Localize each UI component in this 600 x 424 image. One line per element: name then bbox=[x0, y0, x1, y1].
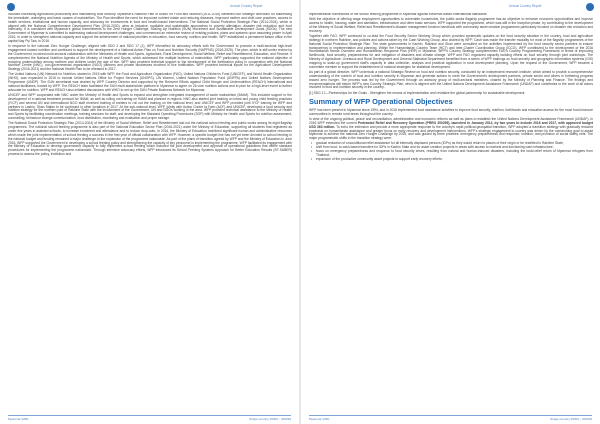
page-footer bbox=[8, 415, 291, 421]
paragraph-text: In view of the ongoing political, peace and reconciliation, administrative and economic reforms as well as plans to establish the United Nations Development Assistance Framework (UNDAF), in 2016 WFP extended the current bbox=[309, 117, 593, 125]
paragraph: included increasing agricultural productivity and maintaining food security. Myanmar's National Plan of Action for Food and Nutrition (2011-2015) identified four strategic directions for addressing the immediate, underlying and basic causes of malnutrition. The Plan identified the need for improved nutrient intake and reducing diseases, improved mother and child care practices, access to health services, institutional and human capacity, and advocacy for investments in food and health-based interventions. The National Social Protection Strategic Plan (2014-2024), which is aligned with the National Comprehensive Development Plan (2016-2030), aims at inclusive, equitable and sustainable approaches to poverty alleviation, disaster risk reduction and food insecurity. It is consistent with Myanmar's global commitments to the Zero Hunger Challenge, Scaling Up Nutrition (SUN) movement and Sustainable Development Goals (SDGs). The new Government of Myanmar is committed to addressing national development challenges, and commenced an extensive review of existing policies, plans and systems upon assuming power in April 2016, in order to strengthen national capacity and support the achievement of national priorities in education, food security, nutrition and health. WFP established a permanent liaison office in the capital Nay Pyi Taw, in 2016. bbox=[8, 13, 292, 43]
transition-shifts-list bbox=[309, 142, 593, 161]
wfp-logo-icon bbox=[586, 3, 594, 11]
paragraph: The National Social Protection Strategic Plan (2014-2024) of the Ministry of Social Welfare, Relief and Resettlement laid out the national school feeding and public works among its eight flagship programmes. The national school feeding programme is also part of the National Education Sector Plan (2016-2021) under the Ministry of Education, supporting all students that registered as under five years in assisted schools, to increase enrolment and attendance and to reduce drop-outs. In 2016, the Ministry of Education mobilized significant human and administrative resources which made the joint implementation of school feeding a success in the first year of official collaboration with WFP. However, a specific budget line has not yet been devoted to school feeding in the national budget and funding remained a major challenge to the expansion of the programme nationwide. As part of the plans of transition agreed by WFP and the Ministry of Education in June 2016, WFP supported the Government in developing a school feeding policy and strengthening the capacity of key personnel in implementing the programme. WFP facilitated its engagement with the Ministry of Education to develop government capacity to fully implement school feeding which included the joint development and approval of operational guidelines that define standard procedures for implementing the programme nationwide. Through intensive advocacy efforts, WFP introduced its School Feeding Systems Approach for Better Education Results (SF-SABER) process to assess the policy, institution and bbox=[8, 121, 292, 157]
list-item: • expansion of the productive community asset projects to support early recovery efforts; bbox=[316, 158, 593, 162]
footer-project: Single Country PRRO - 200299 bbox=[550, 417, 592, 421]
list-item: • focus on emergency preparedness and response to food security crises, resulting from natural and human-induced disasters, including the build-relief return of Myanmar refugees from Thailand; bbox=[316, 150, 593, 158]
footer-country: Myanmar (MM) bbox=[8, 417, 29, 421]
section-heading: Summary of WFP Operational Objectives bbox=[309, 96, 453, 106]
paragraph-text: WFP has been present in Myanmar since 1994, and in 2016 implemented food assistance activities to improve food security, nutrition, livelihoods and education access for the most food-insecure communities in remote rural areas throughout the country. bbox=[309, 107, 593, 116]
page-header bbox=[301, 3, 600, 12]
paragraph: With the objective of offering wage employment opportunities to vulnerable households, the public works flagship programme has an objective to enhance economic opportunities and improve access to health, housing, water and sanitation, infrastructure and other basic services. WFP supported the programme, which was still in the inception phase, by contributing to the development of the Ministry of Social Welfare, Relief and Resettlement's disaster management function handbook with community asset creation programmes particularly focused on disaster risk reduction and recovery. bbox=[309, 17, 593, 33]
left-page-content bbox=[8, 13, 292, 413]
left-page bbox=[0, 0, 299, 424]
wfp-logo-icon bbox=[7, 3, 15, 11]
right-page bbox=[301, 0, 600, 424]
page-footer bbox=[309, 415, 592, 421]
paragraph: UNICEF and WFP cooperated with NNC under the Ministry of Health and Sports to expand and strengthen integrated management of acute malnutrition (IMAM). This included support to the development of a national treatment protocol for IMAM, as well as rolling out training on IMAM and planned in regions. NNC also started joint training on infant and young child feeding practices (IYCF) and several UN and international NGO staff received training of trainers to roll out the training on the national level, and UNICEF and WFP provided joint IYCF training for WFP and partners in Lashio, Shan States to be continued in other locations in 2017. At the sub-national level, WFP, jointly with Action Contre la Faim (ACF) and UNICEF, developed a food security and nutrition strategy for the northern part of Rakhine State with the involvement of the Government, UN and NGOs working in the area. WFP provided technical assistance to the Ministry of Health and Sports by facilitating coordination meetings, training sessions for staff, and developing the Standard Operating Procedures (SOP) with Ministry for Health and Sports for nutrition assessment, counselling, behaviour change communication, food distribution, monitoring and evaluation and proper storage. bbox=[8, 93, 292, 121]
paragraph-text: To echo the extension and provide a more appropriate response to the country's rapid political-geospatial transition, WFP adopted a transition strategy with gradually reduced emphasis on humanitarian assistance and greater focus on early recovery and development interventions. WFP's strategic engagement in-country was driven by the overarching goal to assist Myanmar to achieve the national Zero Hunger Challenge by 2025, and was guided by three priorities: emergency preparedness and response; nutrition; and provision of social safety nets. The major programmatic shifts in the transition strategy were: bbox=[309, 124, 593, 141]
paragraph: The United Nations (UN) Network for Nutrition, started in 2015 with WFP, the Food and Agriculture Organization (FAO), United Nations Children's Fund (UNICEF), and World Health Organization (WHO), was expanded in 2016 to include United Nations Office for Project Services (UNOPS), UN Women, United Nations Population Fund (UNFPA) and United Nations Development Programme (UNDP). The SUN secretariat was chaired by WFP Country Director and supported by the Reinvent Efforts against Child Hunger and Undernutrition (REACH) international and national facilitators, hosted by WFP. The REACH team facilitated the SUN multi-stakeholder platform in Myanmar to agree on 26 core nutrition actions and to plan for a high-level event to further advocate for nutrition. WFP and REACH also initiated discussions with WHO to set up the SUN Private Business Network for Myanmar. bbox=[8, 72, 292, 92]
paragraph: In response to the national Zero Hunger Challenge, aligned with SDG 2 and SDG 17 (1), WFP intensified its advocacy efforts with the Government to promote a multi-sectoral high-level engagement toward nutrition and continued to support the development of a National Action Plan on Food and Nutrition Security (NAPFNS) (2016-2025). The plan, which is still under review by the Government, involved multi-sectoral collaboration with the Ministries of Health and Sports, Agriculture, Rural Development, Social Welfare, Relief and Resettlement, Education, and Finance. It complemented the National Nutrition Agenda of the Ministry of Health and Sports, which addressed the multiple burdens of malnutrition. WFP particularly supported the national objective of reducing undernutrition among mothers and children under the age of five. WFP also provided technical support to the development of the fortification policy in cooperation with the National Nutrition Centre (NNC), non-governmental organization (NGO) partners and private businesses involved in rice fortification. WFP provided technical inputs for the Agriculture Development Strategy (2016-2021) and the National Health Plan to be released in 2017. bbox=[8, 44, 292, 72]
list-item: • gradual reduction of unconditional relief assistance for all internally displaced persons (IDPs) as they would return to places of their origin or be resettled in Rakhine State; bbox=[316, 142, 593, 146]
paragraph bbox=[309, 118, 593, 141]
paragraph: implementation frameworks of the school feeding programme in Myanmar against evidence-based international standards. bbox=[309, 13, 488, 16]
paragraph: Together with FAO, WFP continued to co-lead the Food Security Sector Working Group which provided systematic updates on the food security situation in the country, food and agriculture strategy in northern Rakhine, and policies and actions taken by the Cash Working Group, also chaired by WFP. Cash was made the transfer modality for most of the flagship programmes of the National Social Protection Strategic Plan. The state governments in Kachin, Rakhine and Shan were consulted on the activities implemented by the food security sector partners to ensure transparency in implementation and planning. Within the Humanitarian Country Team (HCT) and Inter-Cluster Coordination Group (ICCG), WFP contributed to the development of the 2016 Humanitarian Needs Overview and Humanitarian Response Plan (HRP) in Myanmar. WFP's Country Strategy complemented FAO's Country Programming Framework in terms of improving livelihoods, food security, preparedness for and mitigation of disasters and climate change. WFP and FAO organized capacity building efforts on food security through joint workshops. The Ministry of Agriculture, Livestock and Rural Development and General Statistical Department benefited from a series of WFP trainings on food security and geographic information systems (GIS) mapping to scale-up government staff's capacity in data collection, analysis and practical application in rural development planning. Upon the request of the Government, WFP became a committee member to support the establishment of national strategies for statistical development. bbox=[309, 34, 593, 69]
page-header bbox=[0, 3, 299, 12]
footer-project: Single Country PRRO - 200299 bbox=[249, 417, 291, 421]
paragraph-bold-text: Protracted Relief and Recovery Operation (PRRO 200299), launched in January 2013, by two years to include 2016 and 2017, with approved budget USD 363 million. bbox=[309, 120, 593, 129]
header-title: Annual Country Report bbox=[230, 4, 263, 8]
right-page-content bbox=[309, 13, 593, 413]
footer-country: Myanmar (MM) bbox=[309, 417, 330, 421]
paragraph bbox=[309, 109, 593, 117]
footnote: [1] SDG 17—Partnerships for the Goals - Strengthen the means of implementation and revitalize the global partnership for sustainable development. bbox=[309, 90, 526, 95]
paragraph: As part of a global directive, WFP undertook a national Strategic Review on food and nutrition security, conducted by an independent research institute, which aimed to provide a comprehensive understanding of the context of food and nutrition security in Myanmar and generate actions to meet the Government's development partners, private sector and others in furthering progress toward zero hunger. The process was led by the Government through an advisory group of multi-sectoral ministries, chaired by the Ministry of Planning and Finance. The findings and recommendations will inform WFP's new Country Strategic Plan, which is aligned with the United Nations Development Assistance Framework (UNDAF) and contributes to the work of all actors involved in food and nutrition security in the country. bbox=[309, 69, 593, 90]
list-item: • shift from food- to cash-based transfers for IDPs in Kachin State and for asset creation projects in areas with access to markets and functioning cash infrastructure; bbox=[316, 146, 593, 150]
header-title: Annual Country Report bbox=[509, 4, 542, 8]
